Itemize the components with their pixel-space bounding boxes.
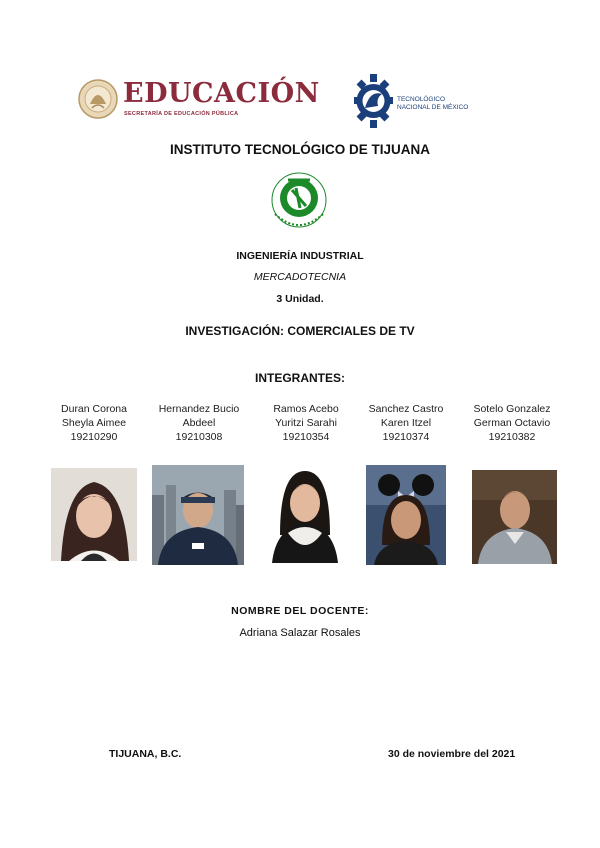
member-photo [472, 470, 557, 564]
member-id: 19210374 [382, 431, 430, 443]
member-name [39, 402, 149, 444]
tecnm-logo [352, 72, 492, 132]
member-id: 19210354 [282, 431, 330, 443]
subject-name: MERCADOTECNIA [253, 271, 347, 283]
sep-logo [78, 76, 320, 126]
member-name-line2: German Octavio [473, 417, 551, 429]
member-name-line1: Sanchez Castro [368, 403, 444, 415]
mexico-emblem-icon [78, 76, 118, 122]
itt-seal-icon [266, 170, 332, 230]
members-title: INTEGRANTES: [255, 371, 345, 385]
teacher-name: Adriana Salazar Rosales [239, 627, 361, 639]
member-name-line2: Abdeel [182, 417, 216, 429]
career-name: INGENIERÍA INDUSTRIAL [236, 250, 364, 262]
member-photo [51, 468, 137, 561]
footer-date: 30 de noviembre del 2021 [388, 748, 516, 760]
member-name-line1: Duran Corona [61, 403, 127, 415]
member-name [144, 402, 254, 444]
member-name [251, 402, 361, 444]
school-name: INSTITUTO TECNOLÓGICO DE TIJUANA [169, 142, 430, 157]
member-id: 19210290 [70, 431, 118, 443]
investigation-title: INVESTIGACIÓN: COMERCIALES DE TV [185, 324, 415, 338]
member-name-line1: Ramos Acebo [273, 403, 339, 415]
footer-place: TIJUANA, B.C. [109, 748, 182, 760]
teacher-label: NOMBRE DEL DOCENTE: [231, 605, 369, 617]
tecnm-line1: TECNOLÓGICO [397, 96, 446, 103]
member-photo [268, 465, 342, 563]
member-name-line2: Karen Itzel [380, 417, 432, 429]
member-name-line2: Yuritzi Sarahi [275, 417, 337, 429]
member-name [457, 402, 567, 444]
member-name-line2: Sheyla Aimee [61, 417, 127, 429]
member-name [351, 402, 461, 444]
gear-icon [352, 72, 394, 130]
unit-label: 3 Unidad. [276, 293, 324, 305]
member-photo [152, 465, 244, 565]
member-name-line1: Sotelo Gonzalez [473, 403, 551, 415]
sep-logo-text: EDUCACIÓN [123, 78, 320, 109]
member-photo [366, 465, 446, 565]
sep-logo-subtext: SECRETARÍA DE EDUCACIÓN PÚBLICA [124, 111, 239, 117]
member-id: 19210382 [488, 431, 536, 443]
tecnm-logo-text [397, 96, 468, 112]
member-id: 19210308 [175, 431, 223, 443]
tecnm-line2: NACIONAL DE MÉXICO [397, 104, 469, 111]
member-name-line1: Hernandez Bucio [158, 403, 240, 415]
